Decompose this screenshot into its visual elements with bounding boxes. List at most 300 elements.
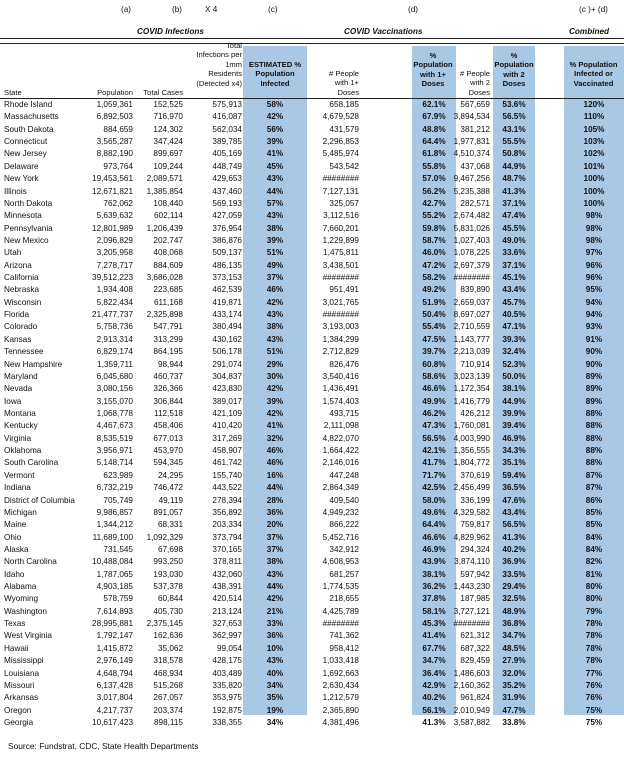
cell-people-2: ########	[453, 619, 490, 629]
cell-population: 7,278,717	[96, 260, 133, 270]
cell-population: 1,359,711	[97, 359, 133, 369]
cell-population: 7,614,893	[96, 606, 133, 616]
table-row	[0, 371, 624, 383]
cell-combined: 76%	[585, 680, 603, 690]
cell-population: 6,829,174	[96, 347, 133, 357]
table-row	[0, 284, 624, 296]
cell-population: 623,989	[103, 470, 133, 480]
cell-population: 6,137,428	[96, 680, 133, 690]
table-row	[0, 247, 624, 259]
table-row	[0, 99, 624, 111]
cell-estimated: 37%	[266, 273, 284, 283]
table-row	[0, 457, 624, 469]
cell-people-2: 5,235,388	[453, 186, 490, 196]
cell-people-2: 1,027,403	[453, 235, 490, 245]
cell-pct-2: 33.8%	[502, 717, 526, 727]
cell-total-cases: 203,374	[153, 705, 183, 715]
cell-total-cases: 124,302	[153, 124, 183, 134]
cell-people-1: 1,475,811	[323, 248, 359, 258]
cell-total-cases: 1,385,854	[146, 186, 183, 196]
table-row	[0, 148, 624, 160]
cell-people-1: 3,540,416	[322, 371, 359, 381]
table-row	[0, 507, 624, 519]
cell-combined: 88%	[585, 408, 603, 418]
cell-detected-x4: 448,749	[212, 161, 242, 171]
cell-people-2: 2,710,559	[453, 322, 490, 332]
cell-estimated: 32%	[266, 433, 284, 443]
cell-state: Utah	[4, 248, 22, 258]
cell-people-1: 7,127,131	[322, 186, 359, 196]
cell-people-2: 5,831,026	[453, 223, 490, 233]
header-population: Population	[97, 88, 133, 97]
cell-pct-2: 47.1%	[502, 322, 526, 332]
cell-combined: 78%	[585, 656, 603, 666]
cell-total-cases: 716,970	[153, 112, 183, 122]
cell-combined: 96%	[585, 273, 603, 283]
cell-combined: 78%	[585, 631, 603, 641]
table-row	[0, 495, 624, 507]
cell-population: 705,749	[103, 495, 133, 505]
cell-total-cases: 313,299	[153, 334, 183, 344]
cell-pct-2: 47.4%	[502, 211, 526, 221]
cell-detected-x4: 438,391	[212, 582, 242, 592]
cell-estimated: 19%	[266, 705, 284, 715]
cell-people-1: 1,212,579	[322, 693, 359, 703]
cell-people-1: ########	[322, 619, 359, 629]
cell-detected-x4: 428,175	[212, 656, 242, 666]
cell-population: 1,059,361	[96, 100, 133, 109]
cell-pct-1: 47.5%	[422, 334, 446, 344]
table-row	[0, 581, 624, 593]
cell-combined: 94%	[585, 297, 603, 307]
cell-people-1: 741,362	[329, 631, 359, 641]
cell-population: 3,565,287	[96, 137, 133, 147]
cell-estimated: 28%	[266, 495, 284, 505]
col-letter-cd: (c )+ (d)	[579, 5, 608, 14]
cell-people-1: 2,630,434	[322, 680, 359, 690]
cell-estimated: 36%	[266, 507, 284, 517]
cell-state: Wisconsin	[4, 297, 42, 307]
cell-pct-2: 39.3%	[502, 334, 526, 344]
cell-people-1: 3,112,516	[323, 211, 359, 221]
cell-people-2: 1,977,831	[453, 137, 490, 147]
cell-population: 5,822,434	[96, 297, 133, 307]
cell-population: 4,467,673	[96, 421, 133, 431]
cell-detected-x4: 192,875	[212, 705, 242, 715]
cell-pct-1: 49.9%	[422, 396, 446, 406]
cell-detected-x4: 461,742	[212, 458, 242, 468]
cell-estimated: 51%	[266, 347, 284, 357]
cell-pct-2: 45.1%	[502, 273, 526, 283]
cell-state: Ohio	[4, 532, 22, 542]
header-pct-1-dose: % Population with 1+ Doses	[413, 51, 453, 89]
cell-pct-2: 56.5%	[502, 112, 526, 122]
cell-detected-x4: 373,153	[212, 273, 242, 283]
cell-state: District of Columbia	[4, 495, 75, 505]
cell-people-2: 621,312	[460, 631, 490, 641]
cell-estimated: 44%	[266, 582, 284, 592]
cell-people-2: 3,023,139	[453, 371, 490, 381]
cell-people-1: 4,949,232	[322, 507, 359, 517]
cell-total-cases: 408,068	[153, 248, 183, 258]
cell-total-cases: 267,057	[153, 693, 183, 703]
cell-people-2: 2,697,379	[453, 260, 490, 270]
table-row	[0, 210, 624, 222]
header-state: State	[4, 88, 22, 97]
cell-estimated: 41%	[266, 149, 284, 159]
cell-population: 1,934,408	[96, 285, 133, 295]
data-table	[0, 99, 624, 729]
cell-total-cases: 2,325,898	[146, 310, 183, 320]
cell-pct-1: 36.4%	[422, 668, 446, 678]
cell-people-2: 1,356,555	[453, 446, 490, 456]
cell-people-2: 2,456,499	[453, 483, 490, 493]
cell-population: 5,758,736	[96, 322, 133, 332]
cell-population: 11,689,100	[92, 532, 133, 542]
cell-estimated: 30%	[266, 371, 284, 381]
cell-detected-x4: 353,975	[212, 693, 242, 703]
cell-state: Michigan	[4, 507, 37, 517]
cell-detected-x4: 509,137	[212, 248, 242, 258]
cell-detected-x4: 317,269	[212, 433, 242, 443]
cell-total-cases: 223,685	[153, 285, 183, 295]
cell-detected-x4: 304,837	[212, 371, 242, 381]
cell-people-2: 294,324	[460, 544, 490, 554]
cell-total-cases: 453,970	[153, 446, 183, 456]
cell-estimated: 42%	[266, 384, 284, 394]
header-pct-2-dose: % Population with 2 Doses	[494, 51, 534, 89]
cell-population: 10,488,084	[92, 557, 133, 567]
cell-pct-2: 49.0%	[502, 235, 526, 245]
table-row	[0, 544, 624, 556]
cell-pct-1: 47.3%	[422, 421, 446, 431]
cell-people-1: 5,485,974	[322, 149, 359, 159]
cell-combined: 89%	[585, 384, 603, 394]
cell-people-1: 342,912	[329, 544, 359, 554]
cell-estimated: 42%	[266, 297, 284, 307]
cell-pct-1: 64.4%	[422, 520, 446, 530]
cell-pct-1: 40.2%	[422, 693, 446, 703]
header-total-cases: Total Cases	[143, 88, 183, 97]
header-detected-x4: Total Infections per 1mm Residents (Detected x4)	[196, 41, 242, 88]
cell-population: 5,148,714	[96, 458, 133, 468]
table-row	[0, 186, 624, 198]
cell-state: Iowa	[4, 396, 22, 406]
cell-pct-1: 58.0%	[422, 495, 446, 505]
cell-detected-x4: 420,514	[212, 594, 242, 604]
cell-state: Kentucky	[4, 421, 38, 431]
cell-people-1: 1,692,663	[322, 668, 359, 678]
table-row	[0, 470, 624, 482]
cell-pct-2: 31.9%	[502, 693, 526, 703]
cell-people-1: 951,491	[329, 285, 359, 295]
cell-total-cases: 2,089,571	[146, 174, 183, 184]
cell-people-2: 1,486,603	[453, 668, 490, 678]
table-row	[0, 408, 624, 420]
cell-state: Colorado	[4, 322, 38, 332]
cell-combined: 96%	[585, 260, 603, 270]
cell-estimated: 38%	[266, 322, 284, 332]
cell-pct-1: 46.9%	[422, 544, 446, 554]
cell-pct-2: 41.3%	[502, 532, 526, 542]
cell-total-cases: 458,406	[153, 421, 183, 431]
cell-detected-x4: 389,785	[212, 137, 242, 147]
cell-total-cases: 202,747	[153, 235, 183, 245]
cell-people-2: 2,213,039	[453, 347, 490, 357]
header-rule-top	[0, 38, 624, 39]
cell-total-cases: 547,791	[153, 322, 183, 332]
table-row	[0, 668, 624, 680]
cell-total-cases: 537,378	[153, 582, 183, 592]
cell-combined: 78%	[585, 619, 603, 629]
cell-people-1: 2,365,890	[322, 705, 359, 715]
cell-total-cases: 594,345	[153, 458, 183, 468]
cell-detected-x4: 362,997	[212, 631, 242, 641]
cell-total-cases: 35,062	[157, 643, 183, 653]
cell-population: 1,787,065	[96, 569, 133, 579]
cell-state: Kansas	[4, 334, 32, 344]
cell-estimated: 43%	[266, 656, 284, 666]
cell-state: Georgia	[4, 717, 34, 727]
cell-people-1: 826,476	[329, 359, 359, 369]
cell-population: 19,453,561	[92, 174, 133, 184]
cell-pct-2: 36.8%	[502, 619, 526, 629]
cell-pct-2: 35.1%	[502, 458, 526, 468]
table-row	[0, 606, 624, 618]
cell-total-cases: 318,578	[153, 656, 183, 666]
cell-state: Washington	[4, 606, 47, 616]
cell-estimated: 46%	[266, 446, 284, 456]
col-letter-c: (c)	[268, 5, 278, 14]
cell-pct-1: 60.8%	[422, 359, 446, 369]
cell-people-1: 543,542	[329, 161, 359, 171]
cell-pct-1: 41.4%	[422, 631, 446, 641]
cell-people-2: 437,068	[460, 161, 490, 171]
table-row	[0, 569, 624, 581]
cell-estimated: 43%	[266, 211, 284, 221]
table-row	[0, 593, 624, 605]
cell-pct-1: 58.1%	[422, 606, 446, 616]
cell-people-1: 218,655	[329, 594, 359, 604]
cell-detected-x4: 99,054	[216, 643, 242, 653]
section-vaccinations: COVID Vaccinations	[344, 27, 423, 36]
cell-detected-x4: 278,394	[212, 495, 242, 505]
cell-population: 2,976,149	[96, 656, 133, 666]
cell-total-cases: 993,250	[153, 557, 183, 567]
table-row	[0, 321, 624, 333]
cell-people-1: 4,381,496	[322, 717, 359, 727]
cell-state: New Mexico	[4, 235, 49, 245]
cell-pct-1: 57.0%	[422, 174, 446, 184]
cell-population: 578,759	[103, 594, 133, 604]
cell-pct-2: 32.4%	[502, 347, 526, 357]
cell-estimated: 35%	[266, 693, 284, 703]
cell-people-1: 1,436,491	[322, 384, 359, 394]
cell-state: Indiana	[4, 483, 31, 493]
header-people-1-dose: # People with 1+ Doses	[329, 69, 359, 97]
cell-population: 4,648,794	[96, 668, 133, 678]
cell-estimated: 43%	[266, 174, 284, 184]
cell-people-2: 2,659,037	[453, 297, 490, 307]
cell-people-1: ########	[322, 273, 359, 283]
cell-pct-2: 45.7%	[502, 297, 526, 307]
cell-pct-1: 67.7%	[422, 643, 446, 653]
cell-combined: 120%	[583, 100, 605, 109]
cell-combined: 81%	[585, 569, 603, 579]
cell-pct-2: 55.5%	[502, 137, 526, 147]
table-row	[0, 359, 624, 371]
col-letter-a: (a)	[121, 5, 132, 14]
cell-state: Oklahoma	[4, 446, 42, 456]
cell-pct-2: 37.1%	[502, 260, 526, 270]
cell-detected-x4: 155,740	[212, 470, 242, 480]
cell-state: Nebraska	[4, 285, 40, 295]
cell-people-2: 839,890	[460, 285, 490, 295]
cell-total-cases: 405,730	[153, 606, 183, 616]
cell-pct-2: 27.9%	[502, 656, 526, 666]
cell-combined: 93%	[585, 322, 603, 332]
cell-estimated: 57%	[266, 198, 284, 208]
cell-pct-1: 55.4%	[422, 322, 446, 332]
cell-population: 762,062	[103, 198, 133, 208]
cell-combined: 98%	[585, 223, 603, 233]
cell-detected-x4: 458,907	[212, 446, 242, 456]
cell-population: 3,205,958	[96, 248, 133, 258]
cell-pct-1: 61.8%	[422, 149, 446, 159]
cell-total-cases: 60,844	[157, 594, 183, 604]
cell-total-cases: 1,092,329	[146, 532, 183, 542]
cell-estimated: 42%	[266, 594, 284, 604]
cell-detected-x4: 386,876	[212, 235, 242, 245]
cell-estimated: 10%	[266, 643, 284, 653]
cell-people-1: 4,679,528	[322, 112, 359, 122]
cell-total-cases: 193,030	[153, 569, 183, 579]
cell-combined: 105%	[583, 124, 605, 134]
cell-people-1: 3,021,765	[322, 297, 359, 307]
cell-people-1: 681,257	[329, 569, 359, 579]
cell-combined: 100%	[583, 186, 605, 196]
cell-people-2: 961,824	[460, 693, 490, 703]
cell-detected-x4: 421,109	[212, 408, 242, 418]
cell-detected-x4: 506,178	[212, 347, 242, 357]
cell-pct-2: 48.5%	[502, 643, 526, 653]
cell-pct-2: 47.7%	[502, 705, 526, 715]
cell-total-cases: 1,206,439	[146, 223, 183, 233]
source-note: Source: Fundstrat, CDC, State Health Departments	[8, 741, 199, 751]
cell-people-1: 2,146,016	[322, 458, 359, 468]
cell-total-cases: 460,737	[153, 371, 183, 381]
cell-detected-x4: 378,811	[213, 557, 242, 567]
cell-combined: 88%	[585, 421, 603, 431]
cell-pct-1: 62.1%	[422, 100, 446, 109]
cell-estimated: 46%	[266, 458, 284, 468]
cell-people-1: 409,540	[329, 495, 359, 505]
cell-population: 3,155,070	[96, 396, 133, 406]
cell-population: 6,732,219	[96, 483, 133, 493]
cell-pct-1: 49.6%	[422, 507, 446, 517]
cell-estimated: 49%	[266, 260, 284, 270]
cell-people-2: 710,914	[460, 359, 490, 369]
cell-pct-1: 37.8%	[422, 594, 446, 604]
cell-people-2: 426,212	[460, 408, 490, 418]
header-people-2-dose: # People with 2 Doses	[460, 69, 490, 97]
cell-detected-x4: 203,334	[212, 520, 242, 530]
cell-estimated: 42%	[266, 112, 284, 122]
table-row	[0, 630, 624, 642]
cell-total-cases: 109,244	[153, 161, 183, 171]
cell-people-1: 2,712,829	[322, 347, 359, 357]
cell-pct-2: 33.6%	[502, 248, 526, 258]
cell-state: Connecticut	[4, 137, 48, 147]
cell-total-cases: 468,934	[153, 668, 183, 678]
cell-state: Maine	[4, 520, 27, 530]
table-row	[0, 445, 624, 457]
cell-people-1: 958,412	[329, 643, 359, 653]
cell-state: California	[4, 273, 39, 283]
cell-detected-x4: 338,355	[212, 717, 242, 727]
cell-population: 1,068,778	[96, 408, 133, 418]
cell-people-2: 597,942	[460, 569, 490, 579]
cell-population: 1,792,147	[96, 631, 133, 641]
cell-state: Mississippi	[4, 656, 44, 666]
cell-pct-1: 34.7%	[422, 656, 446, 666]
cell-state: Vermont	[4, 470, 35, 480]
cell-pct-1: 67.9%	[422, 112, 446, 122]
cell-pct-1: 55.8%	[422, 161, 446, 171]
cell-total-cases: 898,115	[154, 717, 183, 727]
cell-pct-2: 59.4%	[502, 470, 526, 480]
header-combined: % Population Infected or Vaccinated	[569, 60, 618, 88]
table-row	[0, 680, 624, 692]
cell-pct-1: 41.7%	[422, 458, 446, 468]
cell-state: Minnesota	[4, 211, 42, 221]
cell-detected-x4: 430,162	[212, 334, 242, 344]
table-row	[0, 223, 624, 235]
cell-people-1: ########	[322, 310, 359, 320]
cell-state: Oregon	[4, 705, 32, 715]
table-row	[0, 235, 624, 247]
cell-total-cases: 884,609	[153, 260, 183, 270]
cell-pct-2: 52.3%	[502, 359, 526, 369]
cell-people-1: 325,057	[329, 198, 359, 208]
cell-people-1: 2,111,098	[323, 421, 359, 431]
cell-pct-2: 40.2%	[502, 544, 526, 554]
cell-pct-2: 38.1%	[502, 384, 526, 394]
cell-pct-1: 64.4%	[422, 137, 446, 147]
cell-detected-x4: 437,460	[212, 186, 242, 196]
cell-pct-2: 47.6%	[502, 495, 526, 505]
cell-total-cases: 899,697	[153, 149, 183, 159]
cell-total-cases: 746,472	[153, 483, 183, 493]
cell-people-1: 2,864,349	[322, 483, 359, 493]
col-letter-d: (d)	[408, 5, 419, 14]
section-combined: Combined	[569, 27, 610, 36]
cell-estimated: 37%	[266, 532, 284, 542]
cell-estimated: 56%	[266, 124, 284, 134]
cell-people-1: 1,574,403	[322, 396, 359, 406]
cell-pct-2: 33.5%	[502, 569, 526, 579]
cell-combined: 100%	[583, 198, 605, 208]
cell-detected-x4: 291,074	[212, 359, 242, 369]
cell-detected-x4: 569,193	[212, 198, 242, 208]
cell-pct-2: 43.4%	[502, 285, 526, 295]
cell-state: Tennessee	[4, 347, 44, 357]
cell-combined: 87%	[585, 483, 603, 493]
cell-population: 28,995,881	[92, 619, 133, 629]
cell-population: 12,801,989	[92, 223, 133, 233]
cell-pct-2: 41.3%	[502, 186, 526, 196]
cell-combined: 89%	[585, 371, 603, 381]
